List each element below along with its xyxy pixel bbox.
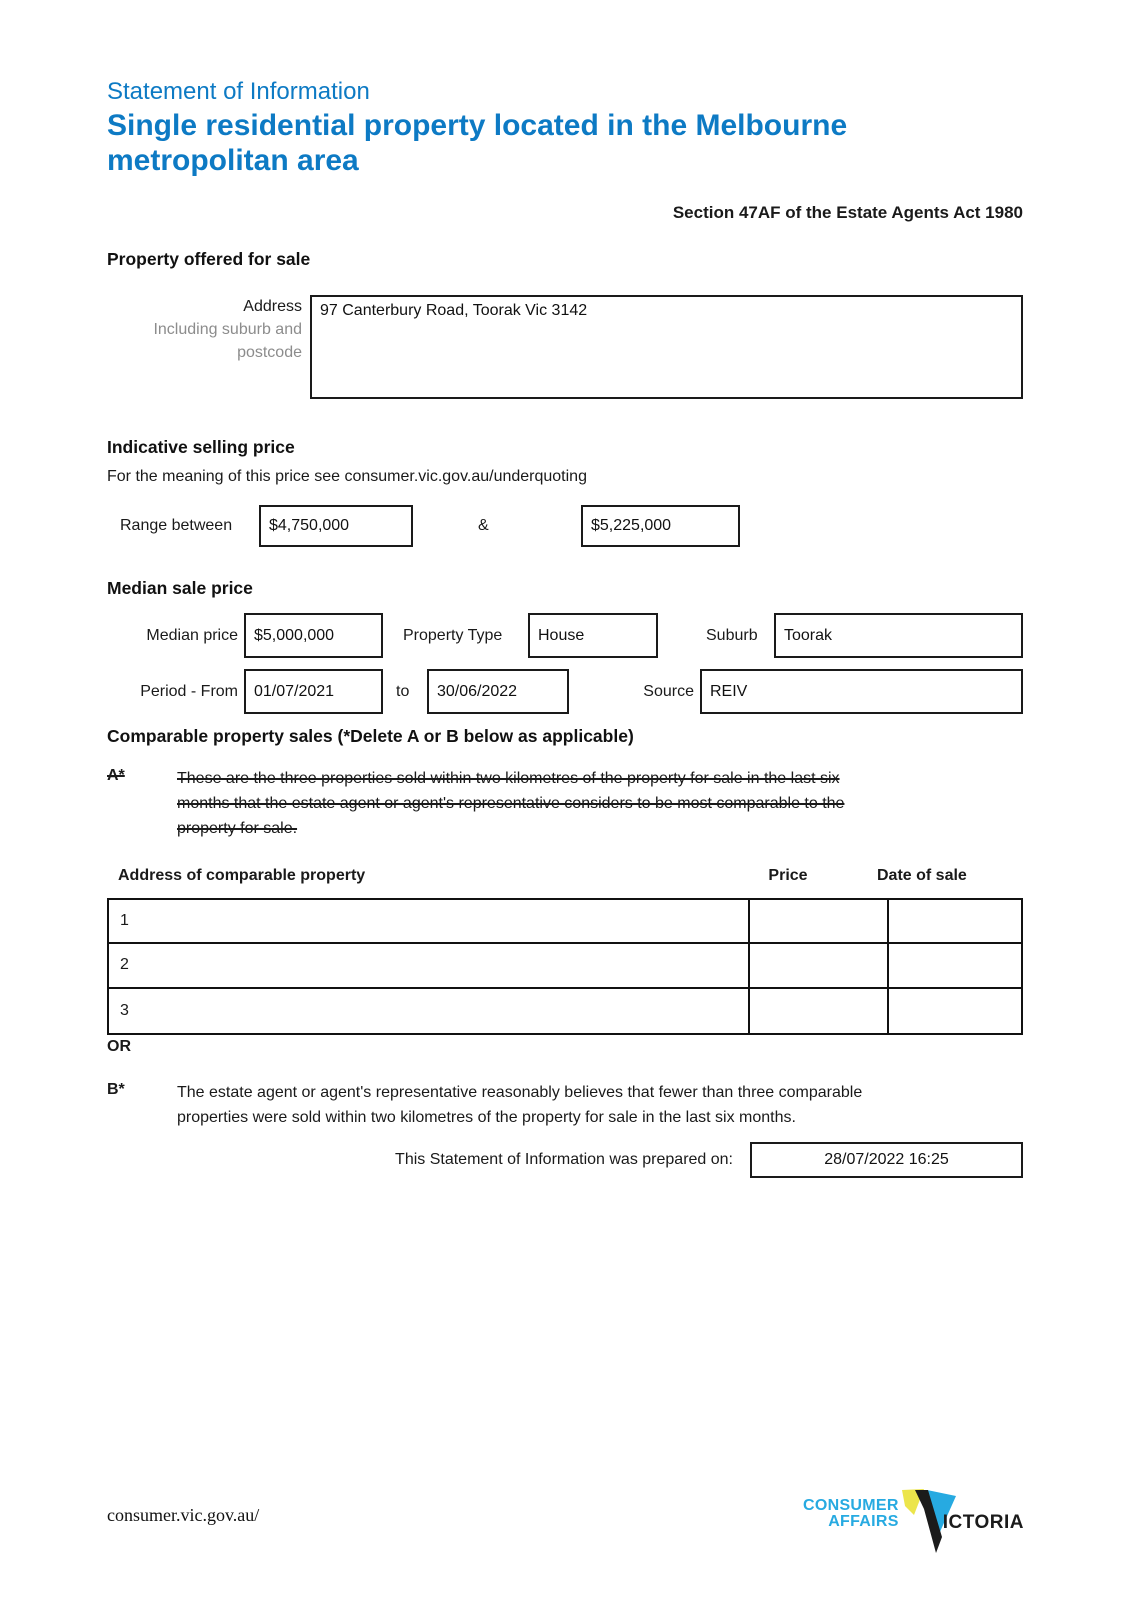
- range-high-field: [581, 505, 740, 547]
- prepared-on-value: 28/07/2022 16:25: [824, 1151, 949, 1168]
- option-a-line-2: months that the estate agent or agent's representative considers to be most comparable to the: [177, 795, 845, 812]
- range-high-value: $5,225,000: [591, 517, 672, 534]
- suburb-label: Suburb: [706, 626, 758, 644]
- table-header-date: Date of sale: [877, 867, 967, 884]
- option-a-marker: A*: [107, 767, 125, 784]
- median-price-label: Median price: [146, 626, 238, 644]
- logo-text-block: [803, 1498, 899, 1530]
- table-header-address: Address of comparable property: [118, 867, 366, 884]
- property-type-label: Property Type: [403, 626, 503, 644]
- range-low-value: $4,750,000: [269, 517, 350, 534]
- median-price-field: [244, 613, 383, 658]
- act-section-reference: Section 47AF of the Estate Agents Act 1980: [672, 203, 1023, 222]
- table-row-1-date: [889, 900, 1021, 944]
- document-eyebrow: Statement of Information: [107, 78, 370, 105]
- footer-url: consumer.vic.gov.au/: [107, 1505, 260, 1525]
- range-between-label: Range between: [120, 517, 233, 534]
- property-type-field: [528, 613, 658, 658]
- option-b-line-1: The estate agent or agent's representative reasonably believes that fewer than three comparable: [177, 1084, 863, 1101]
- heading-property-offered: Property offered for sale: [107, 249, 311, 269]
- heading-median-price: Median sale price: [107, 578, 253, 598]
- or-label: OR: [107, 1038, 131, 1055]
- prepared-on-field: [750, 1142, 1023, 1178]
- consumer-affairs-victoria-logo: [803, 1489, 1024, 1553]
- table-row-3-address: 3: [109, 989, 750, 1033]
- address-sublabel-line-2: postcode: [237, 344, 302, 361]
- suburb-value: Toorak: [784, 626, 833, 644]
- address-sublabel-line-1: Including suburb and: [153, 321, 302, 338]
- table-row-2-address: 2: [109, 944, 750, 988]
- table-header-price: Price: [768, 867, 808, 884]
- period-from-field: [244, 669, 383, 714]
- median-price-value: $5,000,000: [254, 626, 335, 644]
- table-row-1-price: [750, 900, 889, 944]
- logo-consumer-label: CONSUMER: [802, 1497, 899, 1514]
- table-row-1-address: 1: [109, 900, 750, 944]
- option-a-line-3: property for sale.: [177, 820, 298, 837]
- heading-comparable-sales: Comparable property sales (*Delete A or B below as applicable): [107, 726, 634, 746]
- period-to-value: 30/06/2022: [437, 682, 518, 700]
- table-row-3-price: [750, 989, 889, 1033]
- address-label-block: [107, 295, 302, 364]
- table-row-3-date: [889, 989, 1021, 1033]
- logo-ictoria-label: ICTORIA: [942, 1512, 1024, 1533]
- address-value: 97 Canterbury Road, Toorak Vic 3142: [320, 302, 588, 319]
- option-b-marker: B*: [107, 1081, 125, 1098]
- ampersand-label: &: [478, 517, 489, 534]
- property-type-value: House: [538, 626, 585, 644]
- option-b-text: [177, 1080, 1023, 1130]
- period-from-label: Period - From: [140, 682, 238, 700]
- table-row-2-date: [889, 944, 1021, 988]
- address-label: Address: [243, 298, 302, 315]
- table-row-2-price: [750, 944, 889, 988]
- source-field: [700, 669, 1023, 714]
- source-value: REIV: [710, 682, 748, 700]
- page-title-line-1: Single residential property located in the Melbourne: [107, 109, 848, 142]
- prepared-on-label: This Statement of Information was prepared on:: [395, 1151, 733, 1168]
- to-label: to: [396, 682, 410, 700]
- comparable-sales-table: [107, 898, 1023, 1035]
- range-low-field: [259, 505, 413, 547]
- address-field: [310, 295, 1023, 399]
- option-b-line-2: properties were sold within two kilometres of the property for sale in the last six months.: [177, 1109, 796, 1126]
- option-a-text: [177, 766, 1027, 841]
- option-a-line-1: These are the three properties sold within two kilometres of the property for sale in the last six: [177, 770, 840, 787]
- heading-indicative-price: Indicative selling price: [107, 437, 295, 457]
- underquoting-note: For the meaning of this price see consumer.vic.gov.au/underquoting: [107, 468, 587, 485]
- period-from-value: 01/07/2021: [254, 682, 335, 700]
- logo-affairs-label: AFFAIRS: [828, 1513, 899, 1530]
- period-to-field: [427, 669, 569, 714]
- suburb-field: [774, 613, 1023, 658]
- source-label: Source: [643, 682, 694, 700]
- page-title: [107, 108, 947, 178]
- page-title-line-2: metropolitan area: [107, 144, 359, 177]
